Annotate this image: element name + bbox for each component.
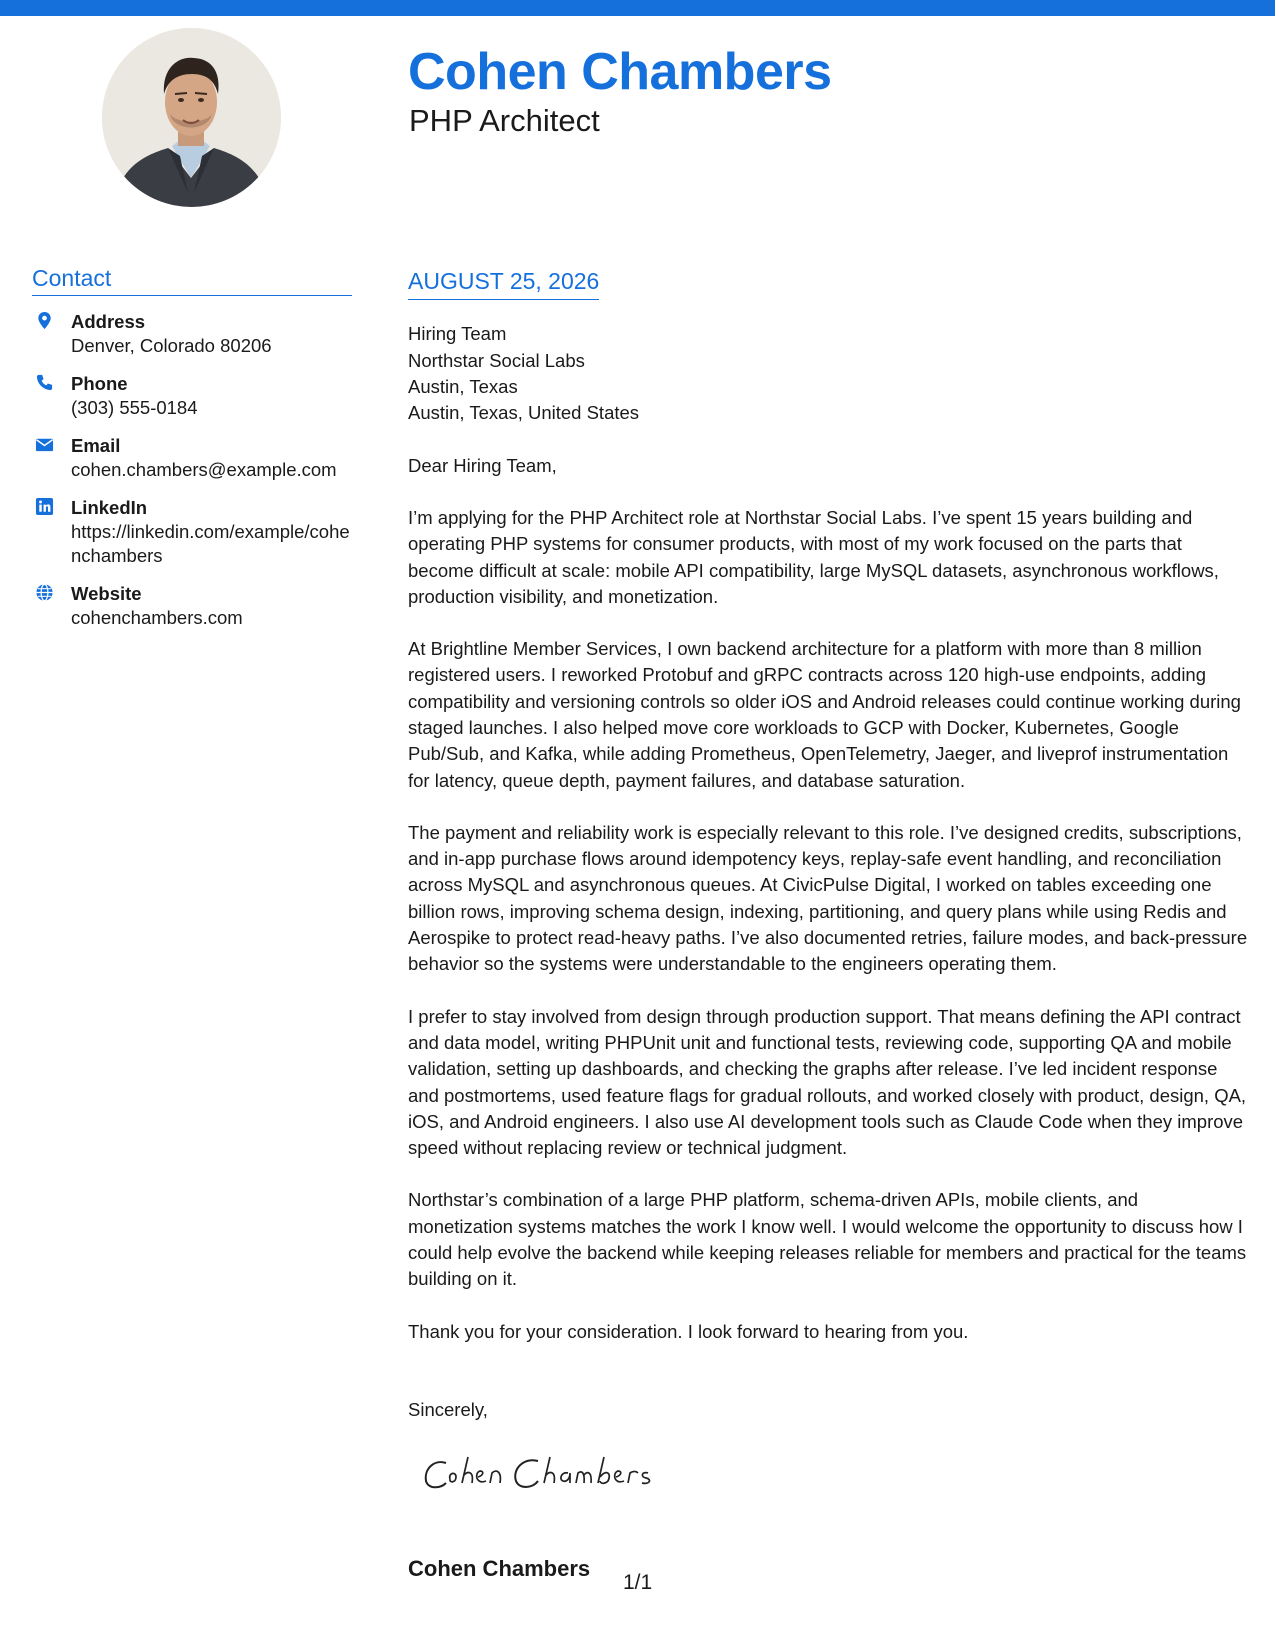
linkedin-icon (35, 497, 54, 516)
contact-list (32, 310, 352, 630)
website-value[interactable]: cohenchambers.com (71, 607, 243, 629)
applicant-name: Cohen Chambers (408, 43, 832, 101)
salutation: Dear Hiring Team, (408, 454, 557, 476)
top-accent-bar (0, 0, 1275, 16)
contact-label: LinkedIn (71, 497, 148, 519)
globe-icon (35, 583, 54, 602)
contact-item-linkedin (32, 496, 352, 568)
envelope-icon (35, 435, 54, 454)
letter-date: AUGUST 25, 2026 (408, 268, 599, 300)
contact-heading: Contact (32, 266, 352, 296)
letter-paragraph: The payment and reliability work is especially relevant to this role. I’ve designed credits, subscriptions, and in-app purchase flows around idempotency keys, replay-safe event handling, and reconciliation across MySQL and asynchronous queues. At CivicPulse Digital, I worked on tables exceeding one billion rows, improving schema design, indexing, partitioning, and query plans while using Redis and Aerospike to protect read-heavy paths. I’ve also documented retries, failure modes, and back-pressure behavior so the systems were understandable to the engineers operating them. (408, 821, 1248, 975)
sidebar (32, 266, 352, 644)
letter-paragraph: I prefer to stay involved from design through production support. That means defining the API contract and data model, writing PHPUnit unit and functional tests, reviewing code, supporting QA and mobile validation, setting up dashboards, and checking the graphs after release. I’ve led incident response and postmortems, used feature flags for gradual rollouts, and worked closely with product, design, QA, iOS, and Android engineers. I also use AI development tools such as Claude Code when they improve speed without replacing review or technical judgment. (408, 1005, 1247, 1159)
address-value: Denver, Colorado 80206 (71, 335, 272, 357)
contact-label: Email (71, 435, 121, 457)
recipient-line: Northstar Social Labs (408, 349, 585, 371)
recipient-line: Austin, Texas (408, 376, 518, 398)
map-pin-icon (35, 311, 54, 330)
job-title: PHP Architect (409, 103, 600, 138)
contact-item-website (32, 582, 352, 630)
closing: Sincerely, (408, 1398, 488, 1420)
letter-paragraph: Thank you for your consideration. I look forward to hearing from you. (408, 1320, 969, 1342)
phone-value[interactable]: (303) 555-0184 (71, 397, 198, 419)
contact-label: Address (71, 311, 146, 333)
signer-name: Cohen Chambers (408, 1556, 591, 1581)
letter-paragraph: I’m applying for the PHP Architect role at Northstar Social Labs. I’ve spent 15 years building and operating PHP systems for consumer products, with most of my work focused on the parts that become difficult at scale: mobile API compatibility, large MySQL datasets, asynchronous workflows, production visibility, and monetization. (408, 506, 1219, 607)
signature-image (416, 1443, 676, 1503)
contact-item-address (32, 310, 352, 358)
recipient-block (408, 321, 1248, 426)
page-number: 1/1 (623, 1571, 653, 1594)
linkedin-value[interactable]: https://linkedin.com/example/cohenchambers (71, 521, 350, 567)
recipient-line: Hiring Team (408, 323, 507, 345)
phone-icon (35, 373, 54, 392)
contact-item-email (32, 434, 352, 482)
letter-paragraph: Northstar’s combination of a large PHP platform, schema-driven APIs, mobile clients, and monetization systems matches the work I know well. I would welcome the opportunity to discuss how I could help evolve the backend while keeping releases reliable for members and practical for the teams building on it. (408, 1189, 1247, 1290)
contact-label: Phone (71, 373, 128, 395)
email-value[interactable]: cohen.chambers@example.com (71, 459, 337, 481)
contact-label: Website (71, 583, 142, 605)
letter-paragraph: At Brightline Member Services, I own backend architecture for a platform with more than 8 million registered users. I reworked Protobuf and gRPC contracts across 120 high-use endpoints, adding compatibility and versioning controls so older iOS and Android releases could continue working during staged launches. I also helped move core workloads to GCP with Docker, Kubernetes, Google Pub/Sub, and Kafka, while adding Prometheus, OpenTelemetry, Jaeger, and liveprof instrumentation for latency, queue depth, payment failures, and database saturation. (408, 638, 1241, 791)
avatar (102, 28, 281, 207)
recipient-line: Austin, Texas, United States (408, 402, 640, 424)
letter-body (408, 268, 1248, 1503)
contact-item-phone (32, 372, 352, 420)
